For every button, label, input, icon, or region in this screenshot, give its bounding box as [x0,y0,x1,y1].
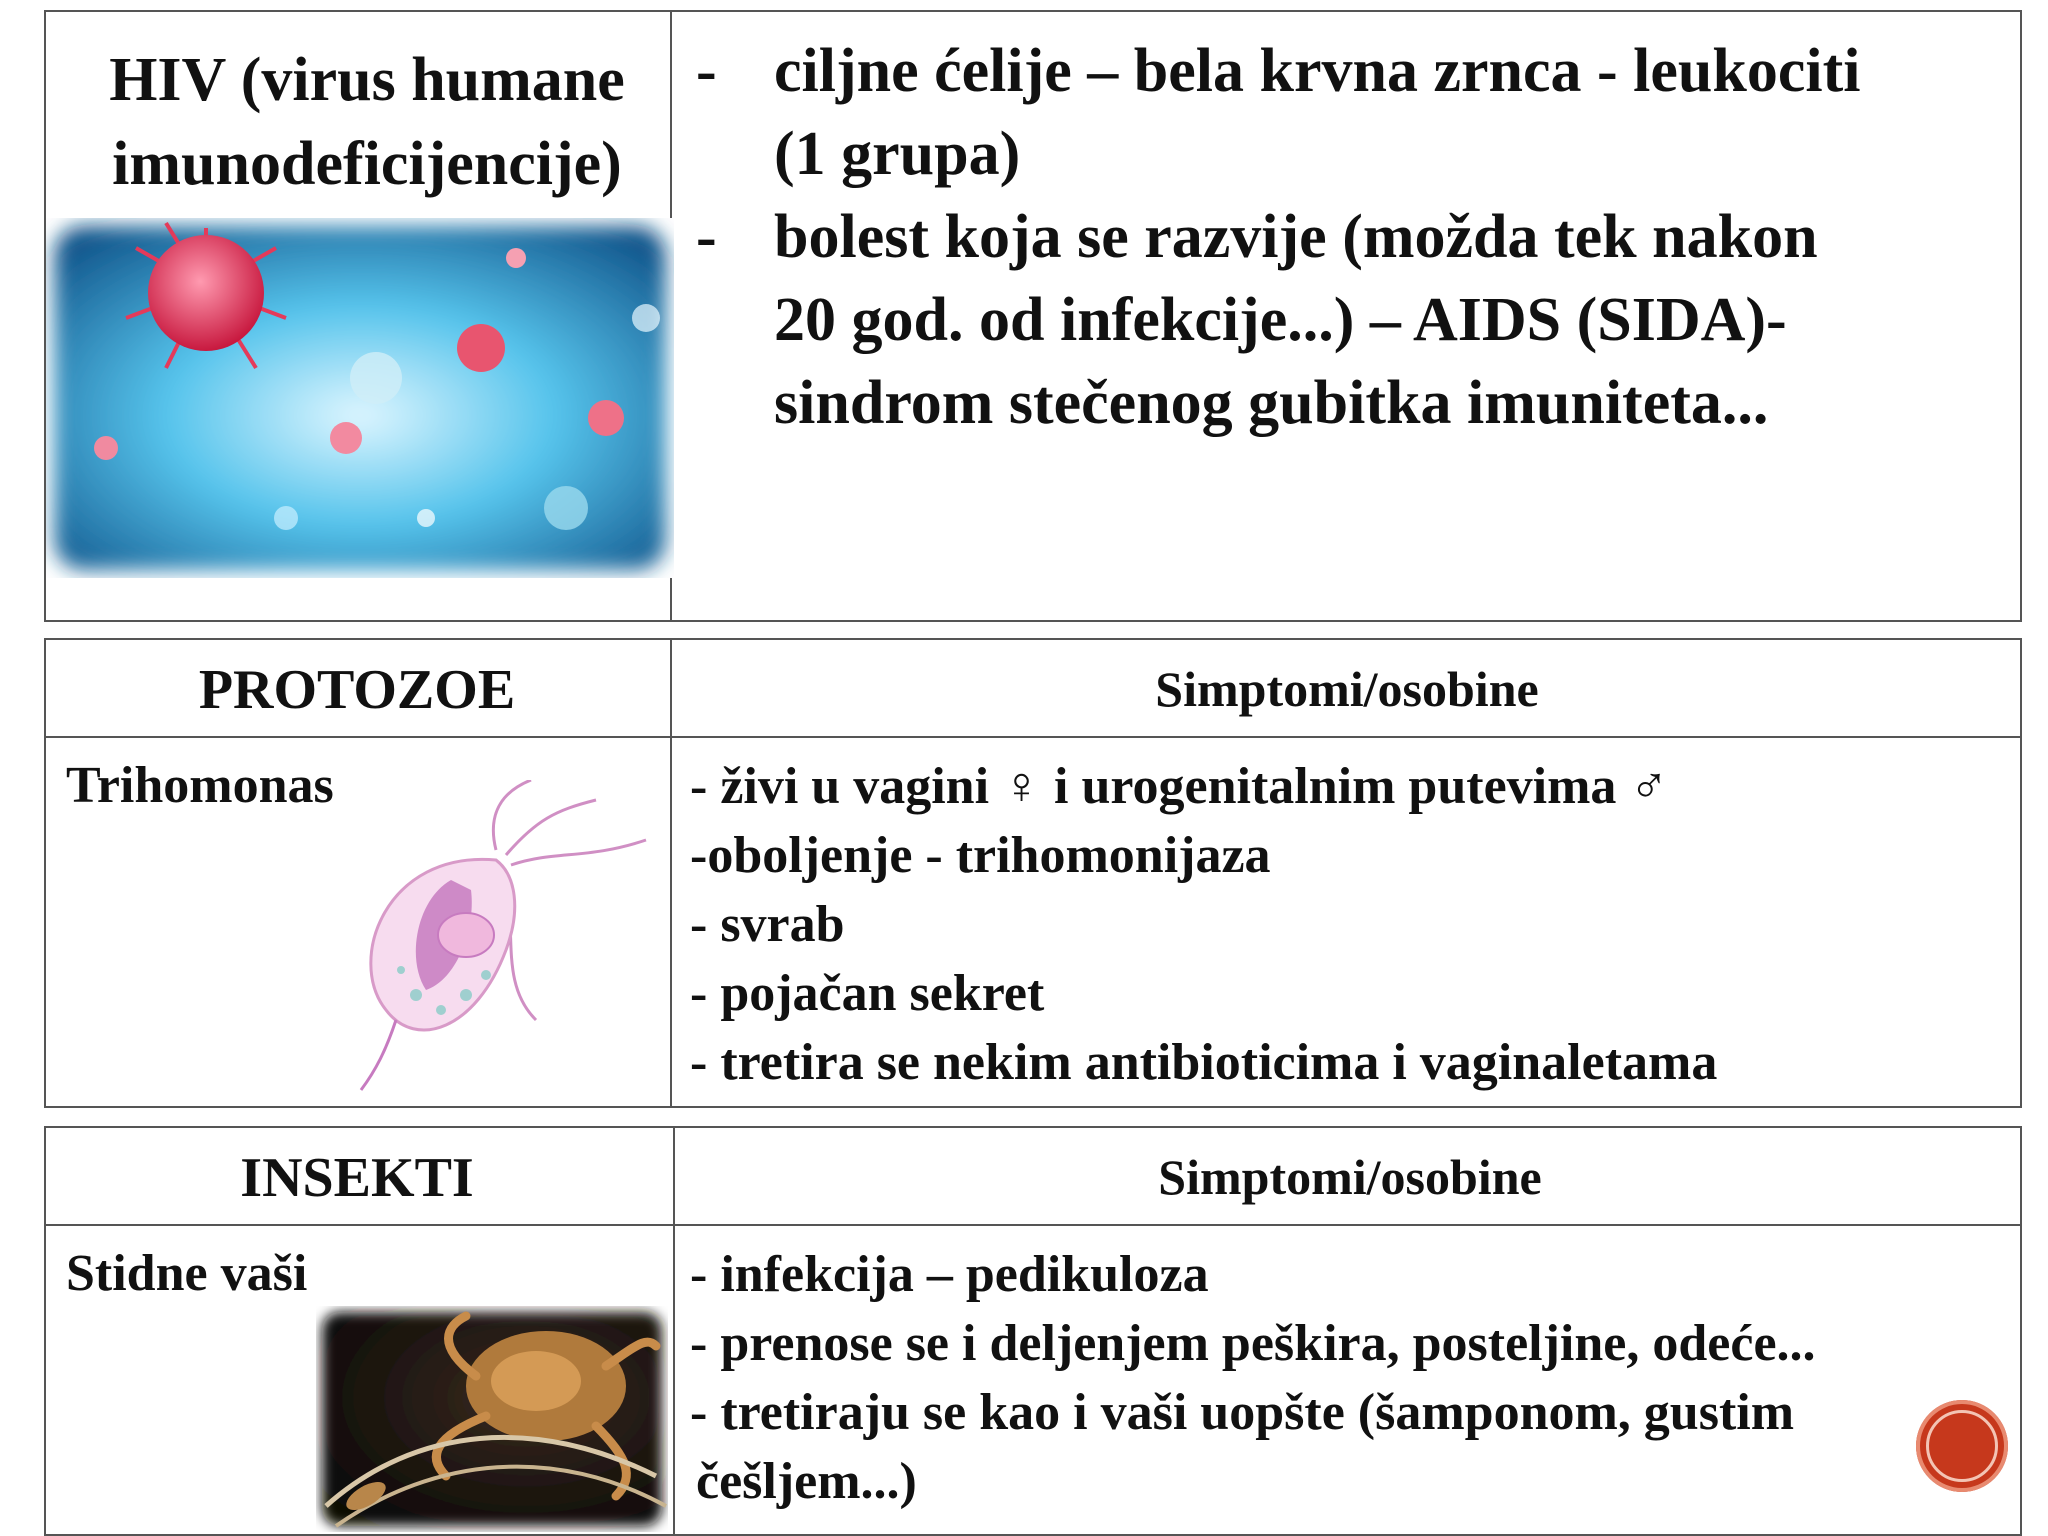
insekti-symptom-1: - infekcija – pedikuloza [690,1246,1209,1303]
protozoe-symptom-2: -oboljenje - trihomonijaza [690,827,1271,884]
hiv-point-2-line-1: bolest koja se razvije (možda tek nakon [774,203,1818,271]
next-slide-circle-icon[interactable] [1916,1400,2008,1492]
insekti-header: INSEKTI [240,1147,474,1209]
protozoe-header: PROTOZOE [198,659,516,721]
pubic-louse-photo [316,1306,668,1532]
insekti-table-divider [673,1128,675,1534]
trihomonas-label: Trihomonas [66,757,334,814]
hiv-point-2-line-2: 20 god. od infekcije...) – AIDS (SIDA)- [774,286,1787,354]
hiv-point-1-line-2: (1 grupa) [774,120,1021,188]
protozoe-symptom-5: - tretira se nekim antibioticima i vaginaletama [690,1034,1718,1091]
insekti-symptom-3: - tretiraju se kao i vaši uopšte (šamponom, gustim [690,1384,1795,1441]
hiv-title: HIV (virus humane imunodeficijencije) [109,46,625,198]
protozoe-symptoms-header: Simptomi/osobine [1155,661,1539,717]
hiv-point-1-line-1: ciljne ćelije – bela krvna zrnca - leukociti [774,37,1861,105]
protozoe-table [44,638,2022,1108]
protozoe-symptom-4: - pojačan sekret [690,965,1045,1022]
protozoe-header-line [46,736,2020,738]
insekti-symptom-4: češljem...) [696,1453,917,1510]
protozoe-symptom-1: - živi u vagini ♀ i urogenitalnim putevima ♂ [690,758,1669,815]
insekti-symptoms-header: Simptomi/osobine [1158,1149,1542,1205]
insekti-symptom-2: - prenose se i deljenjem peškira, posteljine, odeće... [690,1315,1816,1372]
trichomonas-illustration [346,780,676,1100]
stidne-vasi-label: Stidne vaši [66,1245,308,1302]
hiv-table [44,10,2022,622]
hiv-point-2-line-3: sindrom stečenog gubitka imuniteta... [774,369,1769,437]
virus-illustration [46,218,674,578]
insekti-table [44,1126,2022,1536]
hiv-bullet-1: - [696,37,717,105]
protozoe-symptom-3: - svrab [690,896,845,953]
hiv-bullet-2: - [696,203,717,271]
insekti-header-line [46,1224,2020,1226]
